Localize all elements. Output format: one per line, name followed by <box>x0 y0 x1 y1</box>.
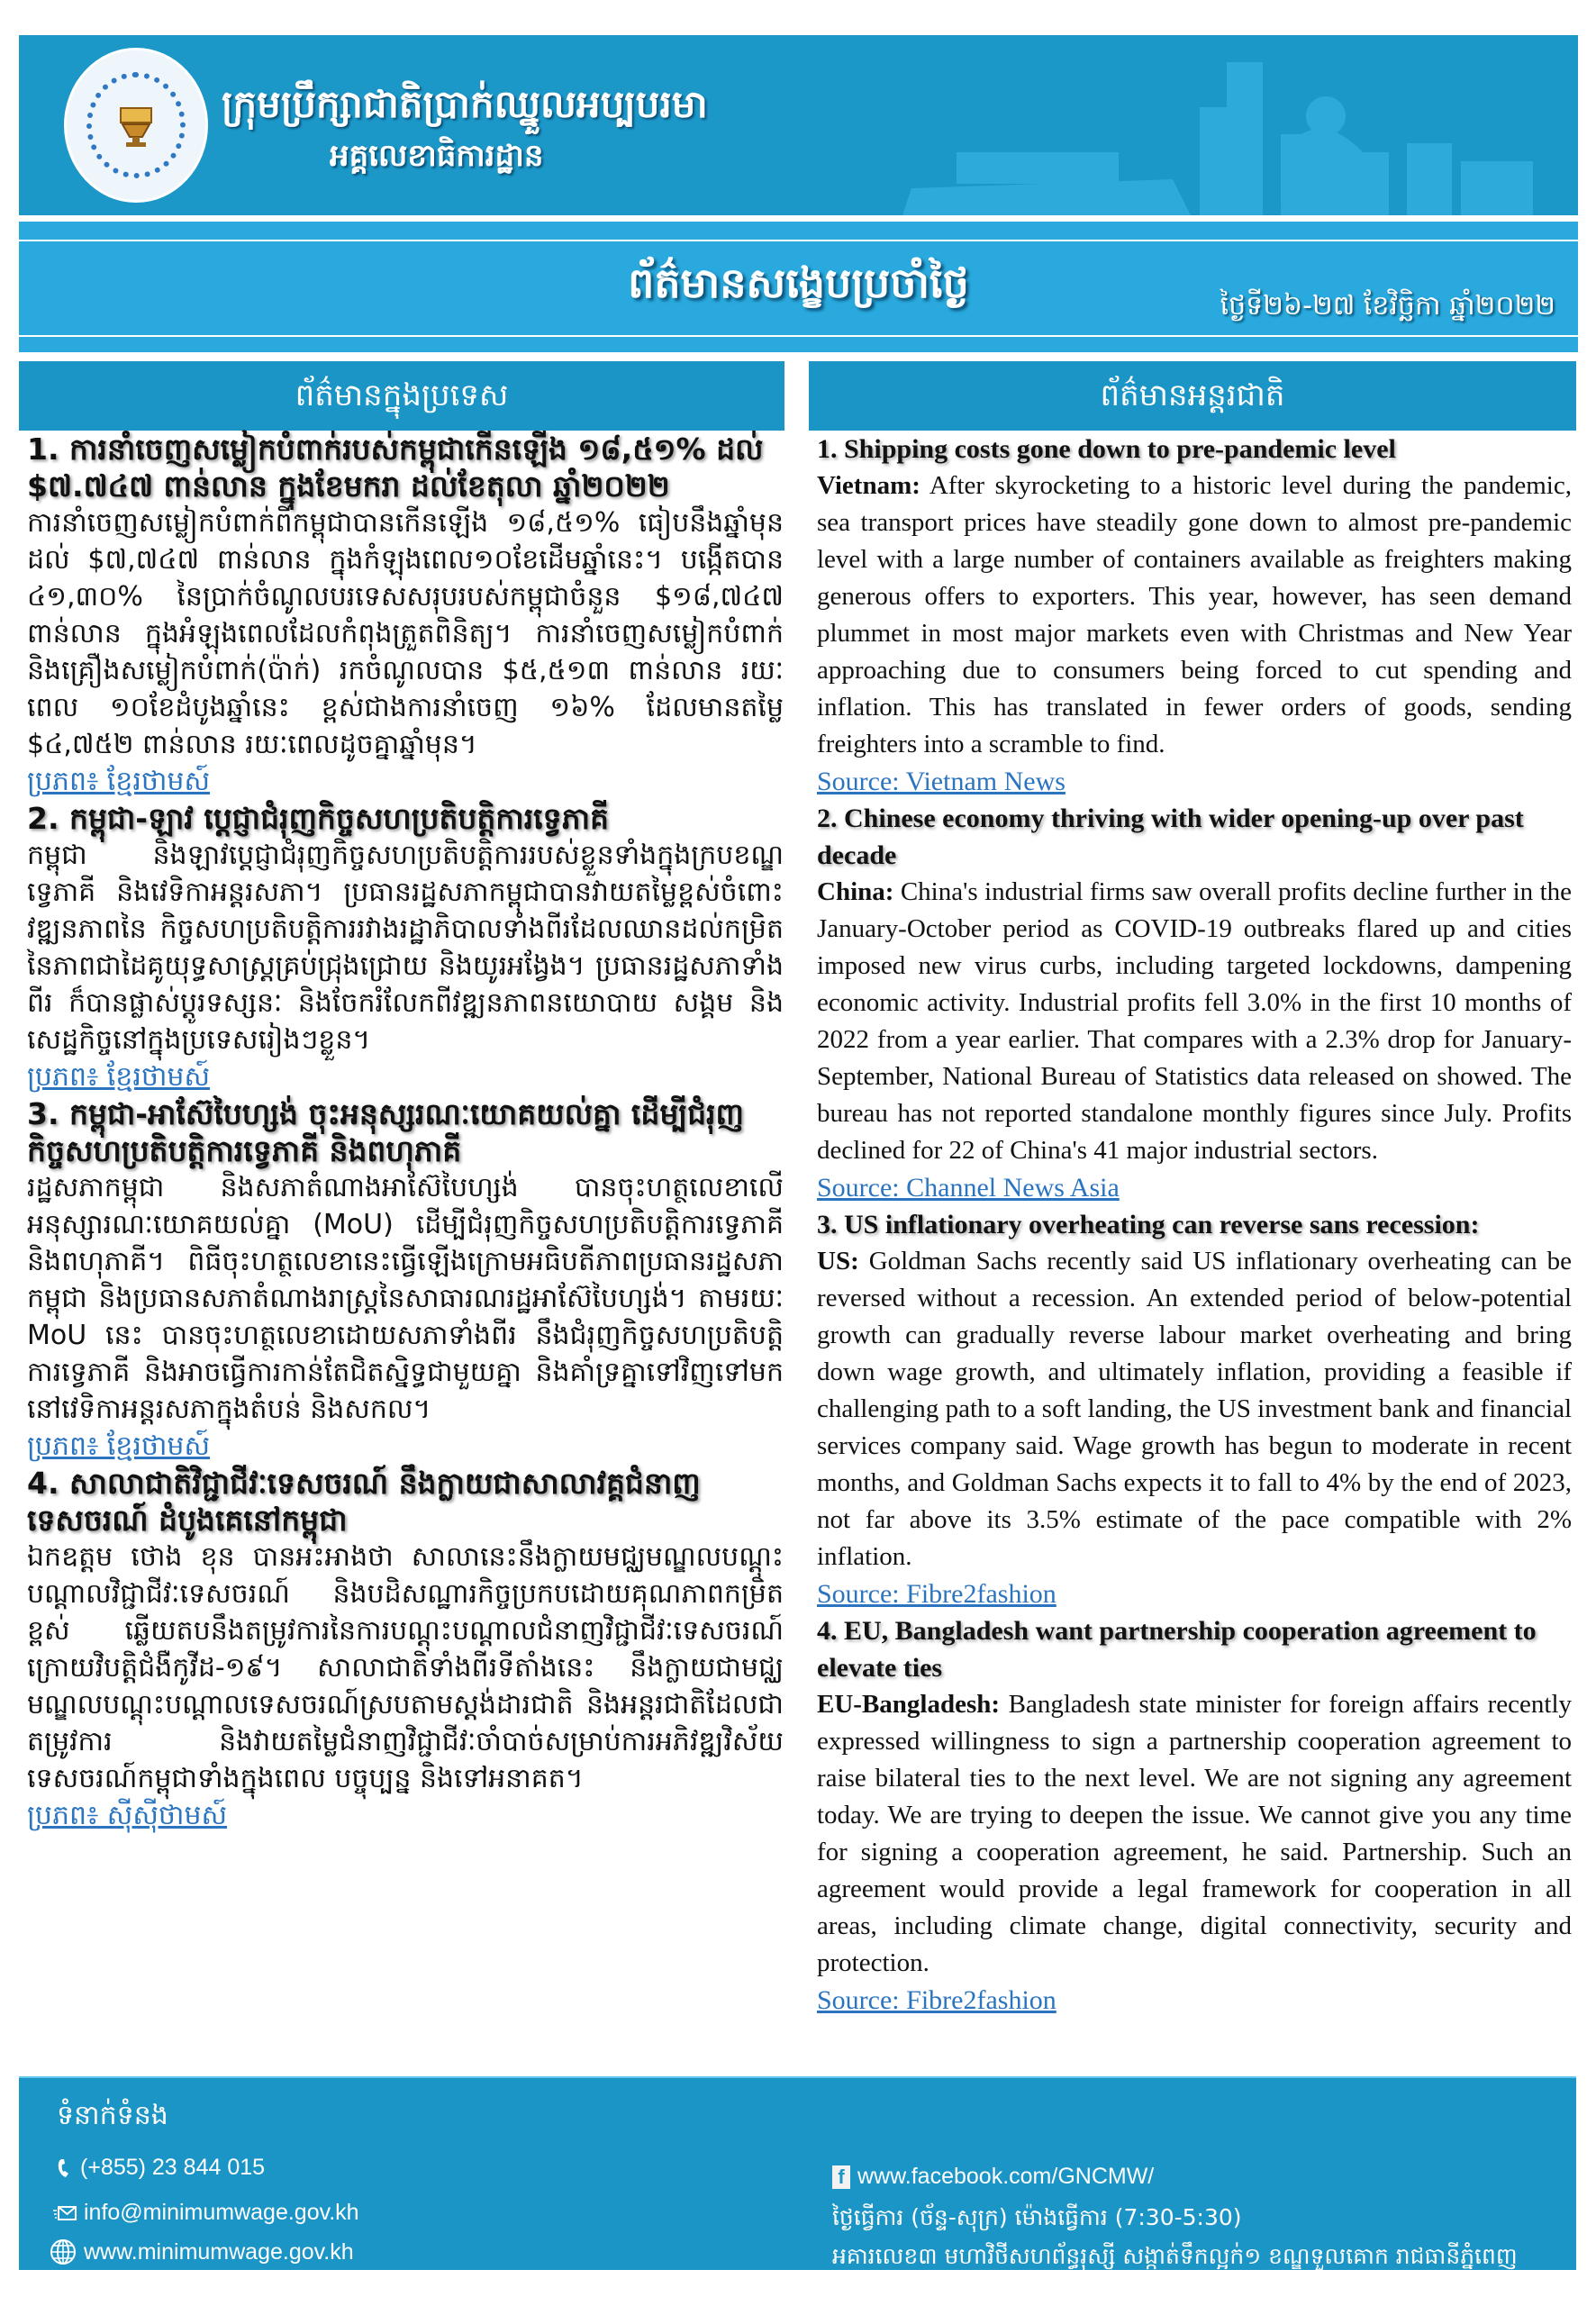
article-body: ឯកឧត្តម ថោង ខុន បានអះអាងថា សាលានេះនឹងក្លាយមជ្ឈមណ្ឌលបណ្តុះបណ្តាលវិជ្ជាជីវៈទេសចរណ៍ និងបដិសណ្ឋារកិច្ចប្រកបដោយគុណភាពកម្រិតខ្ពស់ ឆ្លើយតបនឹងតម្រូវការនៃការបណ្តុះបណ្តាលជំនាញវិជ្ជាជីវៈទេសចរណ៍ ក្រោយវិបត្តិជំងឺកូវីដ-១៩។ សាលាជាតិទាំងពីរទីតាំងនេះ នឹងក្លាយជាមជ្ឈមណ្ឌលបណ្តុះបណ្តាលទេសចរណ៍ស្របតាមស្តង់ដារជាតិ និងអន្តរជាតិដែលជាតម្រូវការ និងវាយតម្លៃជំនាញវិជ្ជាជីវៈចាំបាច់សម្រាប់ការអភិវឌ្ឍវិស័យទេសចរណ៍កម្ពុជាទាំងក្នុងពេល បច្ចុប្បន្ន និងទៅអនាគត។ <box>27 1541 784 1794</box>
article-text: Bangladesh state minister for foreign affairs recently expressed willingness to sign a partnership cooperation agreement to raise bilateral ties to the next level. We are not signing any agreement today. We are trying to deepen the issue. We cannot give you any time for signing a cooperation agreement, he said. Partnership. Such an agreement would provide a legal framework for cooperation in all areas, including climate change, digital connectivity, security and protection. <box>817 1690 1573 1977</box>
office-hours: ថ្ងៃធ្វើការ (ច័ន្ទ-សុក្រ) ម៉ោងធ្វើការ (7:30-5:30) <box>832 2204 1242 2230</box>
phone-contact[interactable] <box>57 2155 265 2181</box>
globe-icon <box>50 2238 77 2265</box>
article-body: រដ្ឋសភាកម្ពុជា និងសភាតំណាងអាស៊ែបៃហ្សង់ បានចុះហត្ថលេខាលើអនុស្សារណៈយោគយល់គ្នា (MoU) ដើម្បីជំរុញកិច្ចសហប្រតិបត្តិការទ្វេភាគី និងពហុភាគី។ ពិធីចុះហត្ថលេខានេះធ្វើឡើងក្រោមអធិបតីភាពប្រធានរដ្ឋសភាកម្ពុជា និងប្រធានសភាតំណាងរាស្ត្រនៃសាធារណរដ្ឋអាស៊ែបៃហ្សង់។ តាមរយៈ MoU នេះ បានចុះហត្ថលេខាដោយសភាទាំងពីរ នឹងជំរុញកិច្ចសហប្រតិបត្តិការទ្វេភាគី និងអាចធ្វើការកាន់តែជិតស្និទ្ធជាមួយគ្នា និងគាំទ្រគ្នាទៅវិញទៅមកនៅវេទិកាអន្តរសភាក្នុងតំបន់ និងសកល។ <box>27 1172 784 1425</box>
article-title: 1. ការនាំចេញសម្លៀកបំពាក់របស់កម្ពុជាកើនឡើង ១៨,៥១% ដល់ $៧.៧៤៧ ពាន់លាន ក្នុងខែមករា ដល់ខែតុលា ឆ្នាំ២០២២ <box>27 431 764 504</box>
website-contact[interactable] <box>50 2238 354 2265</box>
facebook-url: www.facebook.com/GNCMW/ <box>857 2164 1155 2189</box>
article-title: 1. Shipping costs gone down to pre-pandemic level <box>817 434 1396 464</box>
article-source-link[interactable]: Source: Fibre2fashion <box>817 1985 1056 2015</box>
article-source-link[interactable]: ប្រភព៖ ស៊ីស៊ីថាមស៍ <box>27 1800 228 1831</box>
news-article <box>27 1095 784 1465</box>
article-source-link[interactable]: ប្រភព៖ ខ្មែរថាមស៍ <box>27 766 211 797</box>
article-source-link[interactable]: Source: Fibre2fashion <box>817 1579 1056 1609</box>
page-title: ព័ត៌មានសង្ខេបប្រចាំថ្ងៃ <box>628 259 969 307</box>
phone-icon <box>57 2157 73 2179</box>
article-text: Goldman Sachs recently said US inflationary overheating can be reversed without a recession. An extended period of below-potential growth can gradually reverse labour market overheating and bring down wage growth, and ultimately inflation, providing a feasible if challenging path to a soft landing, the US investment bank and financial services company said. Wage growth has begun to moderate in recent months, and Goldman Sachs expects it to fall to 4% by the end of 2023, not far above its 3.5% estimate of the pace compatible with 2% inflation. <box>817 1247 1572 1571</box>
article-title: 2. កម្ពុជា-ឡាវ ប្តេជ្ញាជំរុញកិច្ចសហប្រតិបត្តិការទ្វេភាគី <box>27 801 609 836</box>
article-title: 4. EU, Bangladesh want partnership cooperation agreement to elevate ties <box>817 1616 1537 1683</box>
article-source-link[interactable]: Source: Vietnam News <box>817 767 1066 796</box>
website-url: www.minimumwage.gov.kh <box>84 2238 354 2265</box>
office-address: អគារលេខ៣ មហាវិថីសហព័ន្ធរុស្ស៊ី សង្កាត់ទឹកល្អក់១ ខណ្ឌទួលគោក រាជធានីភ្នំពេញ <box>832 2243 1518 2269</box>
article-source-link[interactable]: ប្រភព៖ ខ្មែរថាមស៍ <box>27 1430 211 1462</box>
email-contact[interactable] <box>53 2200 359 2226</box>
emblem-cup-icon <box>117 106 155 150</box>
contact-heading: ទំនាក់ទំនង <box>57 2100 168 2131</box>
section-header-local-news: ព័ត៌មានក្នុងប្រទេស <box>19 361 784 431</box>
article-text: After skyrocketing to a historic level during the pandemic, sea transport prices have steadily gone down to almost pre-pandemic level with a large number of containers available as freighters making generous offers to exporters. This year, however, has seen demand plummet in most major markets even with Christmas and New Year approaching due to consumers being forced to cut spending and inflation. This has translated in fewer orders of goods, sending freighters into a scramble to find. <box>817 471 1572 758</box>
article-country: China: <box>817 877 894 906</box>
article-body <box>817 874 1572 1169</box>
article-text: China's industrial firms saw overall profits decline further in the January-October period as COVID-19 outbreaks flared up and cities imposed new virus curbs, including targeted lockdowns, dampening economic activity. Industrial profits fell 3.0% in the first 10 months of 2022 from a year earlier. That compares with a 2.3% drop for January-September, National Bureau of Statistics data released on showed. The bureau has not reported standalone monthly figures since July. Profits declined for 22 of China's 41 major industrial sectors. <box>817 877 1573 1165</box>
article-body <box>817 468 1572 763</box>
decorative-strip <box>19 222 1578 240</box>
article-body: ការនាំចេញសម្លៀកបំពាក់ពីកម្ពុជាបានកើនឡើង ១៨,៥១% ធៀបនឹងឆ្នាំមុន ដល់ $៧,៧៤៧ ពាន់លាន ក្នុងកំឡុងពេល១០ខែដើមឆ្នាំនេះ។ បង្កើតបាន ៤១,៣០% នៃប្រាក់ចំណូលបរទេសសរុបរបស់កម្ពុជាចំនួន $១៨,៧៤៧ ពាន់លាន ក្នុងអំឡុងពេលដែលកំពុងត្រួតពិនិត្យ។ ការនាំចេញសម្លៀកបំពាក់ និងគ្រឿងសម្លៀកបំពាក់(ប៉ាក់) រកចំណូលបាន $៥,៥១៣ ពាន់លាន រយៈពេល ១០ខែដំបូងឆ្នាំនេះ ខ្ពស់ជាងការនាំចេញ ១៦% ដែលមានតម្លៃ $៤,៧៥២ ពាន់លាន រយៈពេលដូចគ្នាឆ្នាំមុន។ <box>27 507 784 760</box>
news-article <box>27 800 784 1095</box>
city-port-illustration <box>902 53 1551 215</box>
issue-date: ថ្ងៃទី២៦-២៧ ខែវិច្ឆិកា ឆ្នាំ២០២២ <box>1220 290 1555 322</box>
international-news-column <box>817 431 1572 2019</box>
article-source-link[interactable]: ប្រភព៖ ខ្មែរថាមស៍ <box>27 1061 211 1093</box>
article-source-link[interactable]: Source: Channel News Asia <box>817 1173 1120 1203</box>
council-emblem-icon <box>64 48 208 203</box>
header-banner <box>19 35 1578 215</box>
footer-contact <box>19 2076 1576 2270</box>
title-band <box>19 241 1578 335</box>
local-news-column <box>27 431 784 1834</box>
article-country: EU-Bangladesh: <box>817 1690 1001 1719</box>
email-address: info@minimumwage.gov.kh <box>84 2200 359 2225</box>
article-title: 4. សាលាជាតិវិជ្ជាជីវៈទេសចរណ៍ នឹងក្លាយជាសាលាវគ្គជំនាញទេសចរណ៍ ដំបូងគេនៅកម្ពុជា <box>27 1466 701 1538</box>
news-article <box>817 431 1572 800</box>
email-icon <box>53 2205 77 2221</box>
article-title: 2. Chinese economy thriving with wider opening-up over past decade <box>817 803 1524 870</box>
article-body <box>817 1243 1572 1575</box>
news-article <box>817 1612 1572 2019</box>
article-country: US: <box>817 1247 859 1276</box>
news-article <box>27 1465 784 1834</box>
facebook-icon: f <box>832 2165 850 2189</box>
article-body <box>817 1686 1572 1982</box>
article-body: កម្ពុជា និងឡាវប្តេជ្ញាជំរុញកិច្ចសហប្រតិបត្តិការរបស់ខ្លួនទាំងក្នុងក្របខណ្ឌទ្វេភាគី និងវេទិកាអន្តរសភា។ ប្រធានរដ្ឋសភាកម្ពុជាបានវាយតម្លៃខ្ពស់ចំពោះវឌ្ឍនភាពនៃ កិច្ចសហប្រតិបត្តិការរវាងរដ្ឋាភិបាលទាំងពីរដែលឈានដល់កម្រិតនៃភាពជាដៃគូយុទ្ធសាស្ត្រគ្រប់ជ្រុងជ្រោយ និងយូរអង្វែង។ ប្រធានរដ្ឋសភាទាំងពីរ ក៏បានផ្លាស់ប្តូរទស្សនៈ និងចែករំលែកពីវឌ្ឍនភាពនយោបាយ សង្គម និងសេដ្ឋកិច្ចនៅក្នុងប្រទេសរៀងៗខ្លួន។ <box>27 840 784 1056</box>
phone-number: (+855) 23 844 015 <box>80 2155 266 2180</box>
article-country: Vietnam: <box>817 471 920 500</box>
article-title: 3. កម្ពុជា-អាស៊ែបៃហ្សង់ ចុះអនុស្សរណៈយោគយល់គ្នា ដើម្បីជំរុញកិច្ចសហប្រតិបត្តិការទ្វេភាគី និងពហុភាគី <box>27 1096 744 1168</box>
decorative-strip <box>19 337 1578 352</box>
organization-name: ក្រុមប្រឹក្សាជាតិប្រាក់ឈ្នួលអប្បបរមា <box>222 82 708 126</box>
article-title: 3. US inflationary overheating can reverse sans recession: <box>817 1210 1480 1239</box>
news-article <box>817 1206 1572 1612</box>
news-article <box>817 800 1572 1206</box>
organization-subtitle: អគ្គលេខាធិការដ្ឋាន <box>330 138 544 174</box>
facebook-contact[interactable] <box>832 2164 1154 2190</box>
section-header-international-news: ព័ត៌មានអន្តរជាតិ <box>809 361 1576 431</box>
news-article <box>27 431 784 800</box>
